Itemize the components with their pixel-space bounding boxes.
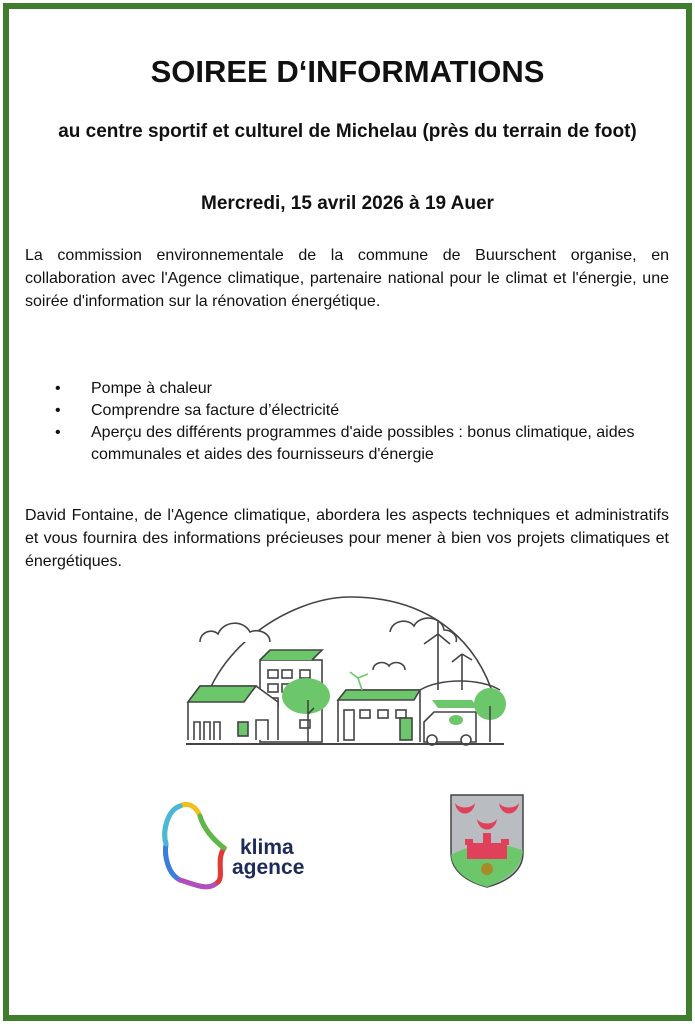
speaker-paragraph: David Fontaine, de l'Agence climatique, abordera les aspects techniques et administratifs et vous fournira des informations précieuses pour mener à bien vos projets climatiques et énergétiques. [25,507,669,570]
commune-coat-of-arms [449,793,525,889]
wordmark-line: agence [232,856,305,879]
energy-town-illustration [180,592,510,747]
bullet: • [55,380,61,397]
topic-text: Pompe à chaleur [91,380,212,397]
list-item [55,400,670,422]
klima-agence-logo [158,800,230,892]
event-date: Mercredi, 15 avril 2026 à 19 Auer [201,193,494,214]
bullet: • [55,424,61,441]
bullet: • [55,402,61,419]
event-location: au centre sportif et culturel de Michelau (près du terrain de foot) [58,121,637,142]
list-item [55,422,670,466]
topic-text: Aperçu des différents programmes d'aide possibles : bonus climatique, aides communales et aides des fournisseurs d'énergie [91,424,635,463]
page-title: SOIREE D‘INFORMATIONS [150,54,545,89]
intro-paragraph: La commission environnementale de la commune de Buurschent organise, en collaboration avec l'Agence climatique, partenaire national pour le climat et l'énergie, une soirée d'information sur la rénovation énergétique. [25,247,669,310]
klima-agence-wordmark [232,838,304,878]
topic-text: Comprendre sa facture d’électricité [91,402,340,419]
list-item [55,378,670,400]
wordmark-line: klima [240,836,294,859]
topics-list [55,378,670,466]
